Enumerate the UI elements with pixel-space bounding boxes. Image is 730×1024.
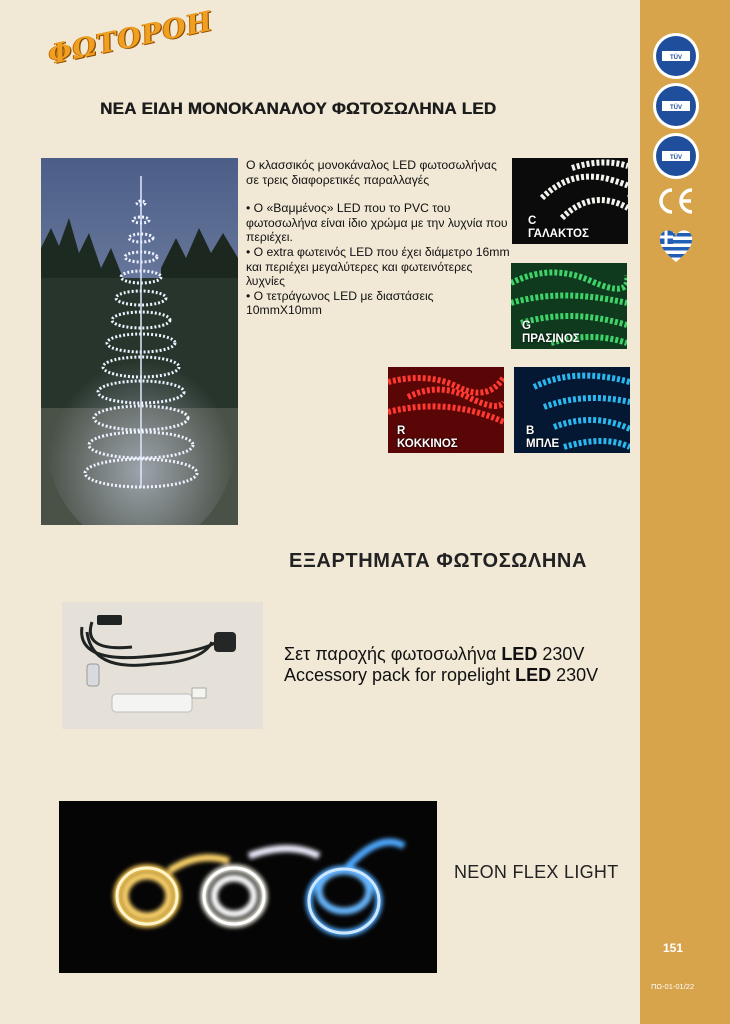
section-title-accessories: ΕΞΑΡΤΗΜΑΤΑ ΦΩΤΟΣΩΛΗΝΑ <box>289 550 588 572</box>
neon-flex-title: NEON FLEX LIGHT <box>454 862 619 882</box>
swatch-code-b: B <box>526 425 535 437</box>
tuv-nord-certification-icon <box>652 132 700 180</box>
accessory-line-greek-bold: LED <box>501 644 538 664</box>
accessory-line-greek <box>284 644 598 665</box>
product-description <box>246 158 511 318</box>
swatch-photo-blue <box>514 367 630 453</box>
intro-text: Ο κλασσικός μονοκάναλος LED φωτοσωλήνας σε τρεις διαφορετικές παραλλαγές <box>246 158 497 187</box>
led-cone-tree-photo <box>41 158 238 525</box>
accessory-description <box>284 644 598 686</box>
svg-text:TÜV: TÜV <box>670 155 682 161</box>
swatch-photo-milky <box>512 158 628 244</box>
swatch-name-milky: ΓΑΛΑΚΤΟΣ <box>528 228 589 240</box>
accessory-line-greek-text: Σετ παροχής φωτοσωλήνα <box>284 644 502 664</box>
accessory-pack-photo <box>62 602 263 729</box>
swatch-code-c: C <box>528 215 537 227</box>
swatch-photo-red <box>388 367 504 453</box>
swatch-code-g: G <box>522 320 531 332</box>
swatch-name-blue: ΜΠΛΕ <box>526 438 560 450</box>
swatch-name-green: ΠΡΑΣΙΝΟΣ <box>522 333 580 345</box>
svg-text:TÜV: TÜV <box>670 105 682 111</box>
right-sidebar <box>640 0 730 1024</box>
neon-flex-photo <box>59 801 437 973</box>
swatch-photo-green <box>511 263 627 349</box>
bullet-square: • Ο τετράγωνος LED με διαστάσεις 10mmX10mm <box>246 288 434 318</box>
bullet-painted: • Ο «Βαμμένος» LED που το PVC του φωτοσωλήνα είναι ίδιο χρώμα με την λυχνία που περιέχει. <box>246 201 508 245</box>
accessory-line-english <box>284 665 598 686</box>
accessory-line-english-bold: LED <box>515 665 552 685</box>
ce-mark-icon <box>656 186 696 216</box>
brand-logo: ΦΩΤΟΡΟΗ <box>45 5 216 71</box>
section-title-led-ropelight: ΝΕΑ ΕΙΔΗ ΜΟΝΟΚΑΝΑΛΟΥ ΦΩΤΟΣΩΛΗΝΑ LED <box>100 99 497 118</box>
swatch-name-red: ΚΟΚΚΙΝΟΣ <box>397 438 458 450</box>
catalog-code: ΠΩ-01-01/22 <box>651 982 695 991</box>
swatch-code-r: R <box>397 425 406 437</box>
bullet-extra-bright: • Ο extra φωτεινός LED που έχει διάμετρο 16mm και περιέχει μεγαλύτερες και φωτεινότερες λυχνίες <box>246 244 510 289</box>
page-number: 151 <box>663 941 684 955</box>
svg-text:TÜV: TÜV <box>670 55 682 61</box>
accessory-line-greek-voltage: 230V <box>537 644 585 664</box>
accessory-line-english-text: Accessory pack for ropelight <box>284 665 516 685</box>
greek-flag-icon <box>659 230 693 264</box>
accessory-line-english-voltage: 230V <box>551 665 599 685</box>
tuv-nord-certification-icon <box>652 82 700 130</box>
tuv-nord-certification-icon <box>652 32 700 80</box>
